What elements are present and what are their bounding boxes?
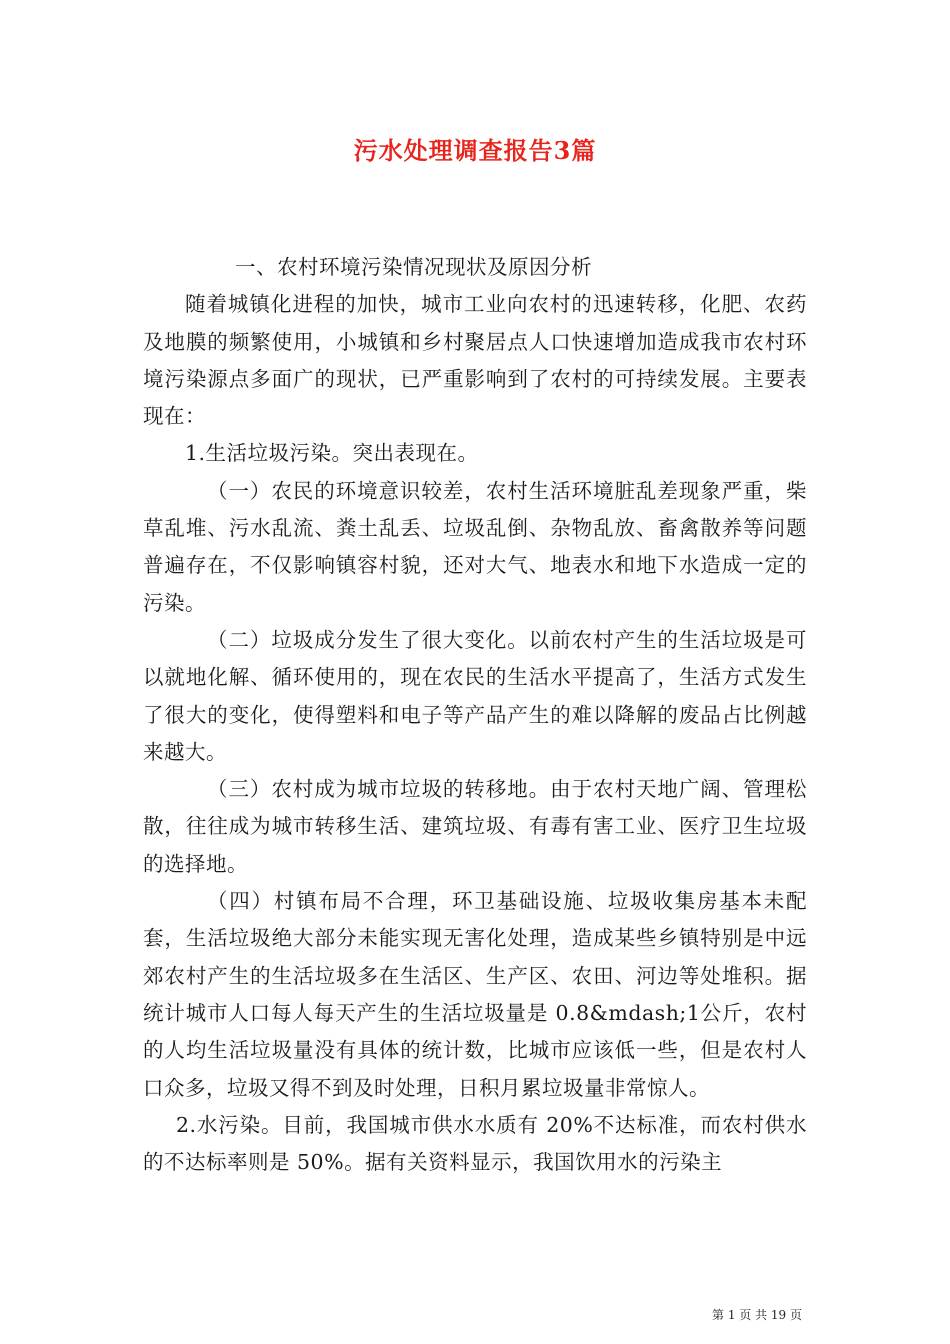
- document-body: [143, 249, 807, 1181]
- paragraph: （四）村镇布局不合理，环卫基础设施、垃圾收集房基本未配套，生活垃圾绝大部分未能实现无害化处理，造成某些乡镇特别是中远郊农村产生的生活垃圾多在生活区、生产区、农田、河边等处堆积。据统计城市人口每人每天产生的生活垃圾量是 0.8&mdash;1公斤，农村的人均生活垃圾量没有具体的统计数，比城市应该低一些，但是农村人口众多，垃圾又得不到及时处理，日积月累垃圾量非常惊人。: [143, 889, 807, 1100]
- paragraph: 2.水污染。目前，我国城市供水水质有 20%不达标准，而农村供水的不达标率则是 50%。据有关资料显示，我国饮用水的污染主: [143, 1112, 807, 1175]
- section-heading: 一、农村环境污染情况现状及原因分析: [235, 255, 592, 279]
- paragraph: （一）农民的环境意识较差，农村生活环境脏乱差现象严重，柴草乱堆、污水乱流、粪土乱丢、垃圾乱倒、杂物乱放、畜禽散养等问题普遍存在，不仅影响镇容村貌，还对大气、地表水和地下水造成一定的污染。: [143, 478, 807, 615]
- paragraph: （三）农村成为城市垃圾的转移地。由于农村天地广阔、管理松散，往往成为城市转移生活、建筑垃圾、有毒有害工业、医疗卫生垃圾的选择地。: [143, 777, 807, 876]
- paragraph: （二）垃圾成分发生了很大变化。以前农村产生的生活垃圾是可以就地化解、循环使用的，现在农民的生活水平提高了，生活方式发生了很大的变化，使得塑料和电子等产品产生的难以降解的废品占比例越来越大。: [143, 627, 807, 764]
- paragraph: 随着城镇化进程的加快，城市工业向农村的迅速转移，化肥、农药及地膜的频繁使用，小城镇和乡村聚居点人口快速增加造成我市农村环境污染源点多面广的现状，已严重影响到了农村的可持续发展。主要表现在：: [143, 292, 807, 429]
- document-title: 污水处理调查报告3篇: [353, 136, 597, 165]
- page-number: 第 1 页 共 19 页: [712, 1308, 802, 1322]
- paragraph: 1.生活垃圾污染。突出表现在。: [185, 441, 479, 466]
